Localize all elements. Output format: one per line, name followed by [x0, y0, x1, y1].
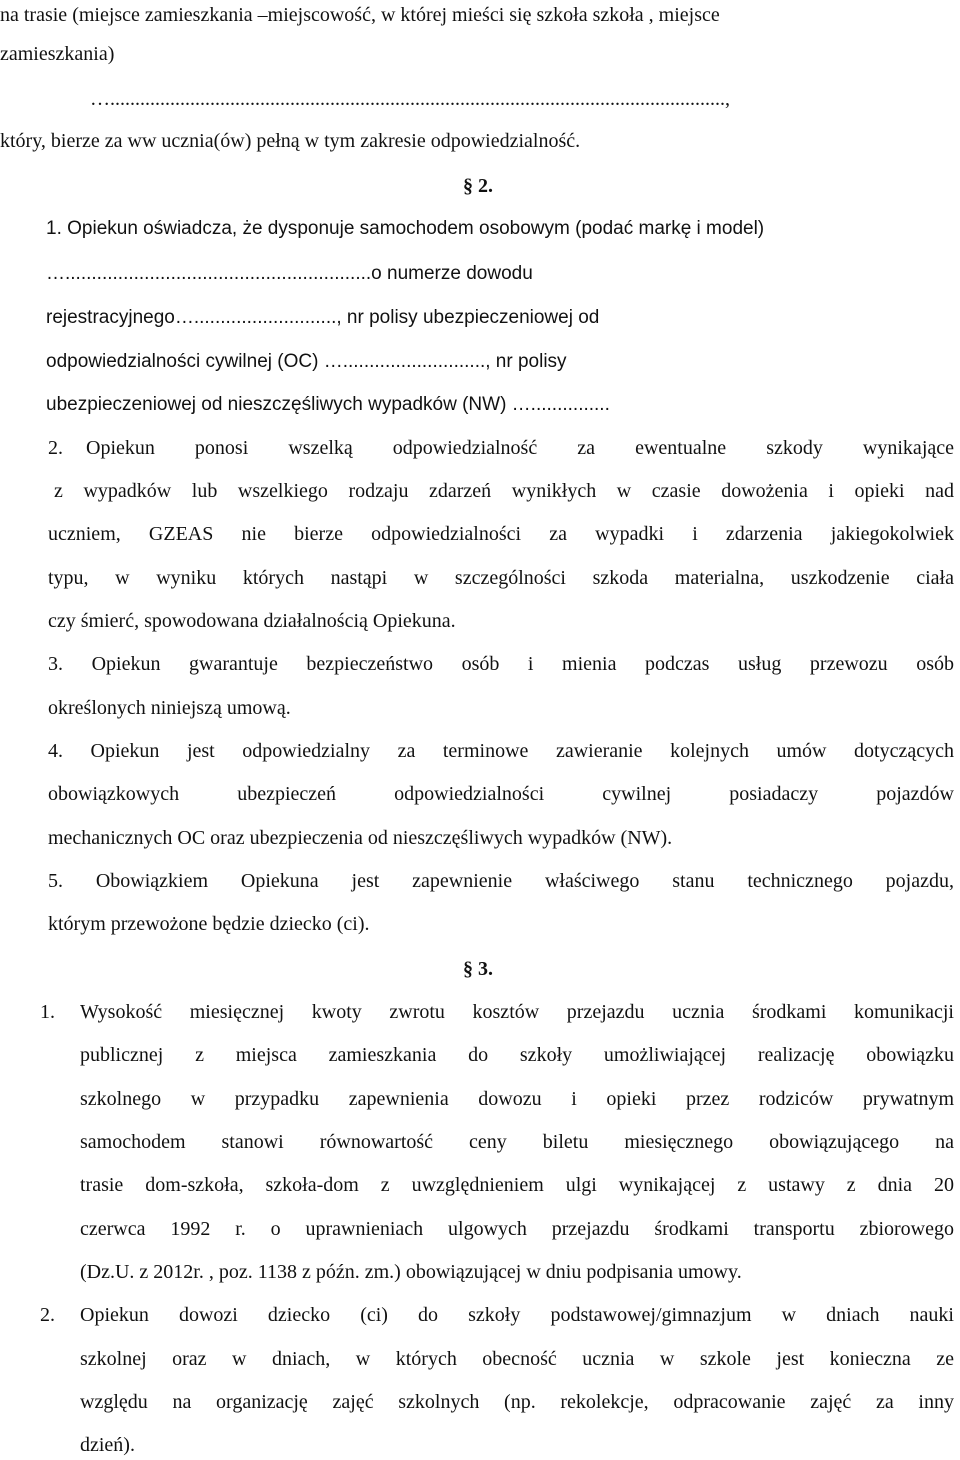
- section-3-item-1-line-7: (Dz.U. z 2012r. , poz. 1138 z późn. zm.) obowiązującej w dniu podpisania umowy.: [80, 1261, 742, 1283]
- section-3-heading: § 3.: [463, 958, 493, 980]
- section-2-p3-line-2: określonych niniejszą umową.: [48, 697, 291, 719]
- section-3-item-1-line-2: publicznej z miejsca zamieszkania do szkoły umożliwiającej realizację obowiązku: [80, 1044, 954, 1066]
- section-2-p1-line-5: ubezpieczeniowej od nieszczęśliwych wypadków (NW) …...............: [46, 394, 610, 415]
- section-3-item-2-line-2: szkolnej oraz w dniach, w których obecność ucznia w szkole jest konieczna ze: [80, 1348, 954, 1370]
- section-3-item-1-line-5: trasie dom-szkoła, szkoła-dom z uwzględnieniem ulgi wynikającej z ustawy z dnia 20: [80, 1174, 954, 1196]
- section-3-item-2-line-3: względu na organizację zajęć szkolnych (np. rekolekcje, odpracowanie zajęć za inny: [80, 1391, 954, 1413]
- section-3-item-1-line-4: samochodem stanowi równowartość ceny biletu miesięcznego obowiązującego na: [80, 1131, 954, 1153]
- section-2-p1-line-1: 1. Opiekun oświadcza, że dysponuje samochodem osobowym (podać markę i model): [46, 218, 765, 239]
- section-2-p2-line-1: Opiekun ponosi wszelką odpowiedzialność za ewentualne szkody wynikające: [86, 437, 954, 459]
- section-2-p3-line-1: 3. Opiekun gwarantuje bezpieczeństwo osób i mienia podczas usług przewozu osób: [48, 653, 954, 675]
- intro-line-2: zamieszkania): [0, 43, 115, 65]
- section-2-p2-line-2: z wypadków lub wszelkiego rodzaju zdarzeń wynikłych w czasie dowożenia i opieki nad: [54, 480, 954, 502]
- intro-line-4: który, bierze za ww ucznia(ów) pełną w tym zakresie odpowiedzialność.: [0, 130, 581, 152]
- section-2-p5-line-2: którym przewożone będzie dziecko (ci).: [48, 913, 370, 935]
- section-2-p4-line-2: obowiązkowych ubezpieczeń odpowiedzialności cywilnej posiadaczy pojazdów: [48, 783, 954, 805]
- section-3-item-1-line-3: szkolnego w przypadku zapewnienia dowozu i opieki przez rodziców prywatnym: [80, 1088, 954, 1110]
- section-2-heading: § 2.: [463, 175, 493, 197]
- section-3-item-2-number: 2.: [40, 1304, 55, 1326]
- section-2-p2-line-3: uczniem, GZEAS nie bierze odpowiedzialności za wypadki i zdarzenia jakiegokolwiek: [48, 523, 954, 545]
- section-2-p4-line-3: mechanicznych OC oraz ubezpieczenia od nieszczęśliwych wypadków (NW).: [48, 827, 673, 849]
- section-2-p5-line-1: 5. Obowiązkiem Opiekuna jest zapewnienie właściwego stanu technicznego pojazdu,: [48, 870, 954, 892]
- section-3-item-2-line-1: Opiekun dowozi dziecko (ci) do szkoły podstawowej/gimnazjum w dniach nauki: [80, 1304, 954, 1326]
- section-2-p2-number: 2.: [48, 437, 63, 459]
- section-2-p2-line-4: typu, w wyniku których nastąpi w szczególności szkoda materialna, uszkodzenie ciała: [48, 567, 954, 589]
- section-2-p2-line-5: czy śmierć, spowodowana działalnością Opiekuna.: [48, 610, 456, 632]
- intro-blank-line: …...........................................................................................................................,: [90, 88, 730, 110]
- section-3-item-1-line-6: czerwca 1992 r. o uprawnieniach ulgowych przejazdu środkami transportu zbiorowego: [80, 1218, 954, 1240]
- intro-line-1: na trasie (miejsce zamieszkania –miejscowość, w której mieści się szkoła szkoła , miejsce: [0, 4, 720, 26]
- section-3-item-1-number: 1.: [40, 1001, 55, 1023]
- section-2-p1-line-3: rejestracyjnego…..........................., nr polisy ubezpieczeniowej od: [46, 307, 600, 328]
- section-2-p1-line-4: odpowiedzialności cywilnej (OC) …..........................., nr polisy: [46, 351, 567, 372]
- section-2-p1-line-2: …..........................................................o numerze dowodu: [46, 263, 533, 284]
- section-3-item-2-line-4: dzień).: [80, 1434, 135, 1456]
- section-3-item-1-line-1: Wysokość miesięcznej kwoty zwrotu kosztów przejazdu ucznia środkami komunikacji: [80, 1001, 954, 1023]
- section-2-p4-line-1: 4. Opiekun jest odpowiedzialny za terminowe zawieranie kolejnych umów dotyczących: [48, 740, 954, 762]
